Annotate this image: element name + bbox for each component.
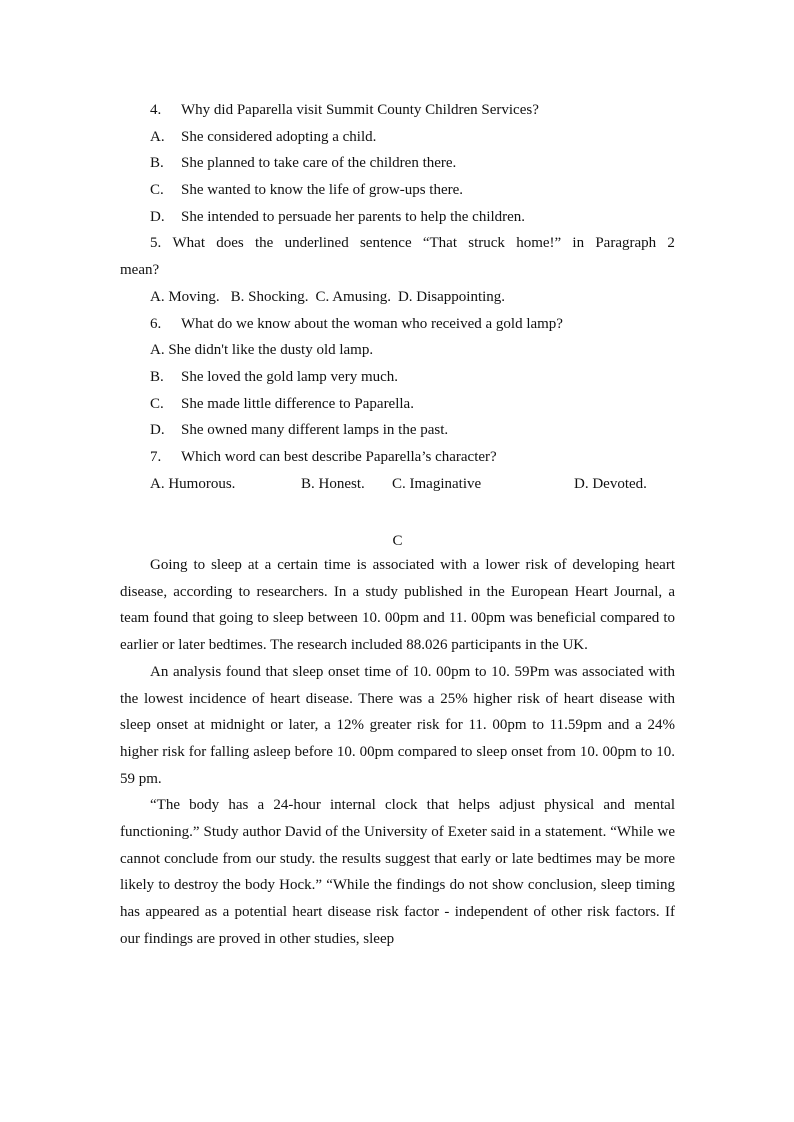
stem-word: Paragraph	[595, 235, 657, 252]
q7-option-c: C. Imaginative	[392, 475, 482, 492]
q5-option-c: C. Amusing.	[315, 288, 391, 305]
stem-word: 5.	[150, 235, 162, 252]
q4-option-a: A. She considered adopting a child.	[150, 128, 377, 145]
q4-option-d: D. She intended to persuade her parents to help the children.	[150, 208, 526, 225]
q5-option-b: B. Shocking.	[230, 288, 309, 305]
question-6-stem: 6. What do we know about the woman who received a gold lamp?	[150, 315, 563, 332]
question-5-stem-continued: mean?	[120, 262, 160, 279]
q5-options	[120, 284, 675, 311]
passage-paragraph-1: Going to sleep at a certain time is associated with a lower risk of developing heart disease, according to researchers. In a study published in the European Heart Journal, a team found that going to sleep between 10. 00pm and 11. 00pm was beneficial compared to earlier or later bedtimes. The research included 88.026 participants in the UK.	[120, 557, 675, 654]
q5-option-a: A. Moving.	[150, 288, 220, 305]
question-5-stem	[120, 230, 675, 257]
q7-option-a: A. Humorous.	[150, 475, 236, 492]
question-block	[120, 97, 675, 497]
passage-paragraph-2: An analysis found that sleep onset time of 10. 00pm to 10. 59Pm was associated with the lowest incidence of heart disease. There was a 25% higher risk of heart disease with sleep onset at midnight or later, a 12% greater risk for 11. 00pm to 11.59pm and a 24% higher risk for falling asleep before 10. 00pm compared to sleep onset from 10. 00pm to 10. 59 pm.	[120, 663, 675, 787]
stem-word: sentence	[359, 235, 412, 252]
question-4-stem: 4. Why did Paparella visit Summit County Children Services?	[150, 102, 539, 118]
section-heading: C	[392, 533, 403, 549]
stem-word: home!”	[516, 235, 562, 252]
stem-word: underlined	[284, 235, 349, 252]
q4-option-b: B. She planned to take care of the children there.	[150, 155, 457, 172]
q7-option-b: B. Honest.	[301, 475, 365, 492]
stem-word: “That	[422, 235, 458, 252]
stem-word: does	[216, 235, 244, 252]
stem-word: 2	[667, 235, 675, 252]
q6-option-b: B. She loved the gold lamp very much.	[150, 368, 399, 385]
stem-word: in	[572, 235, 585, 252]
q6-option-d: D. She owned many different lamps in the past.	[150, 422, 449, 439]
q6-option-c: C. She made little difference to Paparella.	[150, 395, 414, 412]
stem-word: What	[172, 235, 205, 252]
q6-option-a: A. She didn't like the dusty old lamp.	[150, 342, 374, 359]
passage-paragraph-3: “The body has a 24-hour internal clock that helps adjust physical and mental functioning.” Study author David of the University of Exeter said in a statement. “While we cannot conclude from our study. the results suggest that early or late bedtimes may be more likely to destroy the body Hock.” “While the findings do not show conclusion, sleep timing has appeared as a potential heart disease risk factor - independent of other risk factors. If our findings are proved in other studies, sleep	[120, 797, 675, 947]
q4-option-c: C. She wanted to know the life of grow-ups there.	[150, 182, 464, 199]
reading-passage	[120, 552, 675, 953]
q7-options	[120, 471, 675, 498]
q5-option-d: D. Disappointing.	[397, 288, 506, 305]
stem-word: struck	[468, 235, 505, 252]
question-7-stem: 7. Which word can best describe Paparella’s character?	[150, 448, 497, 465]
stem-word: the	[254, 235, 274, 252]
q7-option-d: D. Devoted.	[574, 475, 647, 492]
